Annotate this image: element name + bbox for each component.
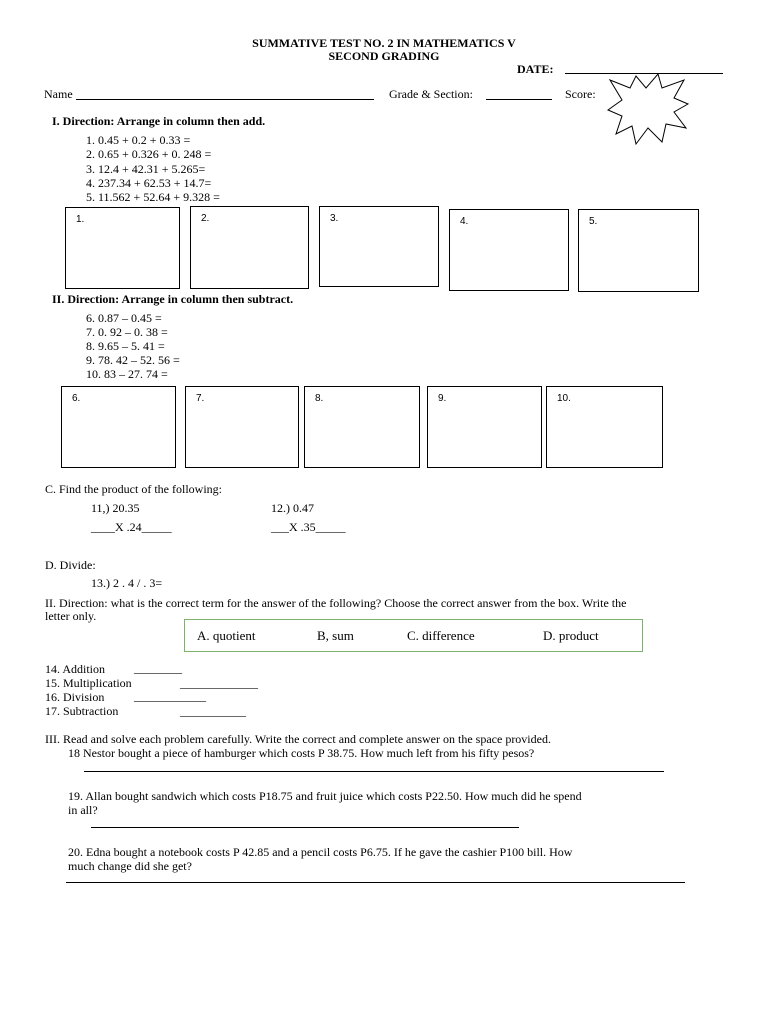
test-subtitle: SECOND GRADING xyxy=(328,49,440,63)
date-label: DATE: xyxy=(517,62,554,76)
term-item-16-label: 16. Division xyxy=(45,690,105,704)
answer-box-label: 8. xyxy=(315,393,324,404)
answer-box-label: 3. xyxy=(330,213,339,224)
problem-9: 9. 78. 42 – 52. 56 = xyxy=(86,353,180,367)
question-18: 18 Nestor bought a piece of hamburger which costs P 38.75. How much left from his fifty pesos? xyxy=(68,746,535,760)
term-item-16-blank[interactable]: ____________ xyxy=(134,689,206,703)
answer-box-10[interactable] xyxy=(546,386,663,468)
score-label: Score: xyxy=(565,87,596,101)
answer-box-label: 2. xyxy=(201,213,210,224)
problem-1: 1. 0.45 + 0.2 + 0.33 = xyxy=(86,133,191,147)
answer-box-2[interactable] xyxy=(190,206,309,289)
term-item-17-label: 17. Subtraction xyxy=(45,704,119,718)
problem-7: 7. 0. 92 – 0. 38 = xyxy=(86,325,168,339)
problem-4: 4. 237.34 + 62.53 + 14.7= xyxy=(86,176,212,190)
name-field[interactable] xyxy=(76,99,374,100)
answer-box-label: 7. xyxy=(196,393,205,404)
answer-box-label: 1. xyxy=(76,214,85,225)
grade-section-field[interactable] xyxy=(486,99,552,100)
grade-section-label: Grade & Section: xyxy=(389,87,473,101)
choice-c: C. difference xyxy=(407,628,475,643)
problem-3: 3. 12.4 + 42.31 + 5.265= xyxy=(86,162,206,176)
choice-a: A. quotient xyxy=(197,628,256,643)
problem-6: 6. 0.87 – 0.45 = xyxy=(86,311,162,325)
answer-box-label: 6. xyxy=(72,393,81,404)
answer-box-7[interactable] xyxy=(185,386,299,468)
problem-12-multiplier: ___X .35_____ xyxy=(271,520,346,534)
problem-10: 10. 83 – 27. 74 = xyxy=(86,367,168,381)
name-label: Name xyxy=(44,87,73,101)
answer-box-label: 4. xyxy=(460,216,469,227)
answer-box-label: 5. xyxy=(589,216,598,227)
answer-box-6[interactable] xyxy=(61,386,176,468)
answer-line-19[interactable] xyxy=(91,827,519,828)
choice-b: B, sum xyxy=(317,628,354,643)
term-item-14-blank[interactable]: ________ xyxy=(134,661,182,675)
answer-box-5[interactable] xyxy=(578,209,699,292)
question-19-line2: in all? xyxy=(68,803,98,817)
problem-2: 2. 0.65 + 0.326 + 0. 248 = xyxy=(86,147,212,161)
problem-12-number: 12.) 0.47 xyxy=(271,501,314,515)
answer-line-20[interactable] xyxy=(66,882,685,883)
choices-box xyxy=(184,619,643,652)
answer-line-18[interactable] xyxy=(84,771,664,772)
part2-direction: II. Direction: Arrange in column then subtract. xyxy=(52,292,294,306)
answer-box-1[interactable] xyxy=(65,207,180,289)
terms-direction-line1: II. Direction: what is the correct term for the answer of the following? Choose the correct answer from the box. Write the xyxy=(45,596,627,610)
part3-direction: III. Read and solve each problem carefully. Write the correct and complete answer on the space provided. xyxy=(45,732,551,746)
question-20-line2: much change did she get? xyxy=(68,859,192,873)
problem-8: 8. 9.65 – 5. 41 = xyxy=(86,339,165,353)
problem-13: 13.) 2 . 4 / . 3= xyxy=(91,576,163,590)
choice-d: D. product xyxy=(543,628,599,643)
answer-box-8[interactable] xyxy=(304,386,420,468)
question-19-line1: 19. Allan bought sandwich which costs P18.75 and fruit juice which costs P22.50. How much did he spend xyxy=(68,789,582,803)
problem-11-number: 11,) 20.35 xyxy=(91,501,140,515)
term-item-15-label: 15. Multiplication xyxy=(45,676,132,690)
answer-box-4[interactable] xyxy=(449,209,569,291)
part1-direction: I. Direction: Arrange in column then add. xyxy=(52,114,266,128)
answer-box-3[interactable] xyxy=(319,206,439,287)
term-item-15-blank[interactable]: _____________ xyxy=(180,676,258,690)
terms-direction-line2: letter only. xyxy=(45,609,97,623)
answer-box-9[interactable] xyxy=(427,386,542,468)
problem-11-multiplier: ____X .24_____ xyxy=(91,520,172,534)
question-20-line1: 20. Edna bought a notebook costs P 42.85 and a pencil costs P6.75. If he gave the cashier P100 bill. How xyxy=(68,845,573,859)
starburst-icon xyxy=(606,72,690,146)
problem-5: 5. 11.562 + 52.64 + 9.328 = xyxy=(86,190,220,204)
term-item-17-blank[interactable]: ___________ xyxy=(180,704,246,718)
test-title: SUMMATIVE TEST NO. 2 IN MATHEMATICS V xyxy=(252,36,516,50)
term-item-14-label: 14. Addition xyxy=(45,662,106,676)
answer-box-label: 10. xyxy=(557,393,571,404)
answer-box-label: 9. xyxy=(438,393,447,404)
part-d-heading: D. Divide: xyxy=(45,558,96,572)
part-c-heading: C. Find the product of the following: xyxy=(45,482,222,496)
